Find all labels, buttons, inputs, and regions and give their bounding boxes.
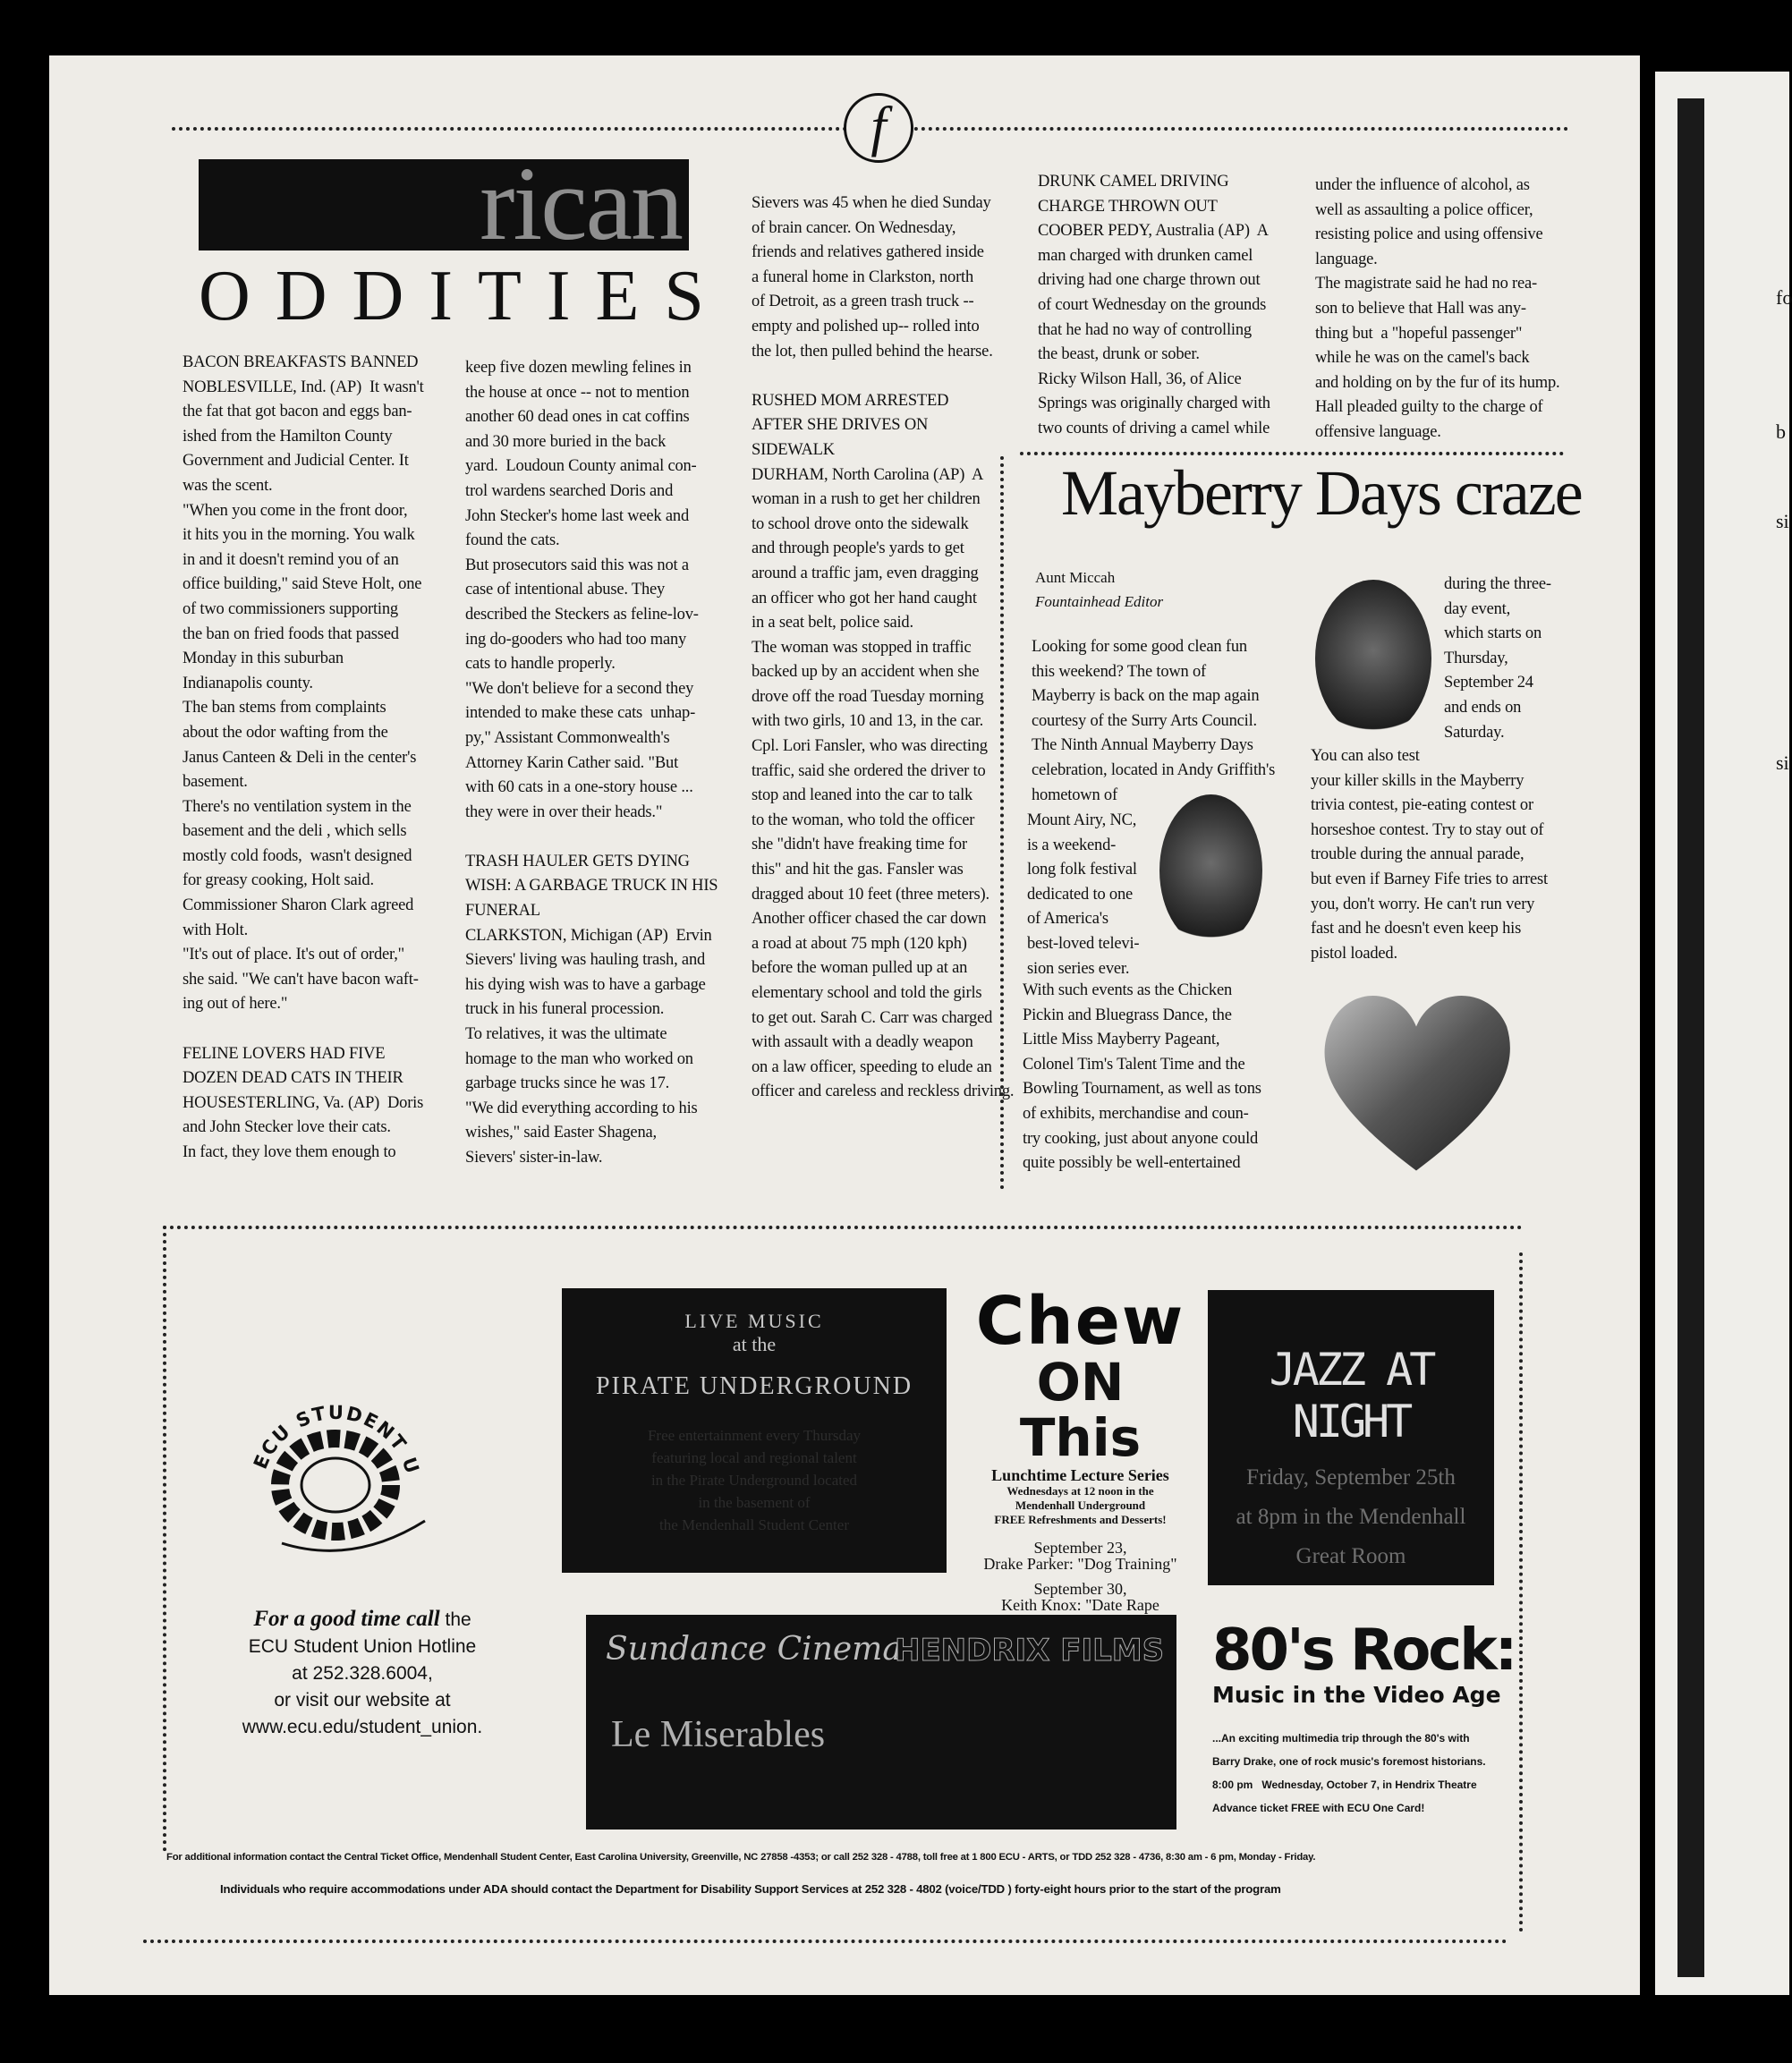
rock-details: ...An exciting multimedia trip through the 80's with Barry Drake, one of rock music's foremost historians. 8:00 pm Wednesday, October 7, in Hendrix Theatre Advance ticket FREE with ECU One Card! bbox=[1212, 1732, 1486, 1814]
hotline-info bbox=[188, 1606, 537, 1741]
banner-word: rican bbox=[480, 145, 682, 262]
ecu-student-union-logo bbox=[228, 1373, 443, 1570]
eighties-rock-ad bbox=[1212, 1617, 1516, 1820]
chew-series: Lunchtime Lecture Series bbox=[991, 1466, 1169, 1484]
rock-title: 80's Rock: bbox=[1212, 1617, 1516, 1684]
films-series: HENDRIX FILMS bbox=[895, 1633, 1165, 1668]
mayberry-text-bottom: With such events as the Chicken Pickin and Bluegrass Dance, the Little Miss Mayberry Pageant, Colonel Tim's Talent Time and the Bowling Tournament, as well as tons of exhibits, merchandise and coun- try cooking, just about anyone could quite possibly be well-entertained bbox=[1023, 981, 1261, 1173]
ads-bottom-rule bbox=[143, 1940, 1507, 1943]
films-title: Le Miserables bbox=[611, 1714, 826, 1755]
live-music-venue: PIRATE UNDERGROUND bbox=[595, 1372, 913, 1400]
heart-photo bbox=[1313, 975, 1519, 1181]
ads-right-rule bbox=[1519, 1252, 1523, 1932]
andy-griffith-photo bbox=[1315, 580, 1431, 737]
ads-top-rule bbox=[163, 1226, 1523, 1229]
chew-on-this-ad bbox=[971, 1283, 1190, 1629]
article-column-4: DRUNK CAMEL DRIVING CHARGE THROWN OUT COOBER PEDY, Australia (AP) A man charged with drunken camel driving had one charge thrown out of court Wednesday on the grounds that he had no way of controlling the beast, drunk or sober. Ricky Wilson Hall, 36, of Alice Springs was originally charged with two counts of driving a camel while bbox=[1038, 173, 1270, 437]
mayberry-top-rule bbox=[1020, 452, 1564, 455]
jazz-date: Friday, September 25th bbox=[1246, 1465, 1456, 1490]
chew-subtitle: ON This bbox=[1019, 1352, 1142, 1468]
byline bbox=[1035, 565, 1163, 614]
mayberry-headline: Mayberry Days craze bbox=[1061, 457, 1582, 529]
jazz-at-night-ad bbox=[1208, 1290, 1494, 1585]
adjacent-page-fragment: si bbox=[1776, 751, 1789, 774]
jazz-title: JAZZ AT NIGHT bbox=[1269, 1344, 1433, 1447]
mayberry-text-right-top: during the three- day event, which starts on Thursday, September 24 and ends on Saturday. bbox=[1444, 575, 1551, 742]
logo-text: ECU STUDENT U bbox=[249, 1401, 424, 1478]
oddities-banner bbox=[199, 145, 689, 262]
chew-title: Chew bbox=[975, 1283, 1185, 1360]
byline-name: Aunt Miccah bbox=[1035, 569, 1116, 586]
adjacent-page-edge bbox=[1655, 72, 1789, 1995]
jazz-location: Great Room bbox=[1295, 1544, 1406, 1568]
footer-contact-info: For additional information contact the Central Ticket Office, Mendenhall Student Center, East Carolina University, Greenville, NC 27858 -4353; or call 252 328 - 4788, toll free at 1 800 ECU - ARTS, or TDD 252 328 - 4736, 8:30 am - 6 pm, Monday - Friday. bbox=[166, 1852, 1316, 1863]
mayberry-left-rule bbox=[1000, 456, 1004, 1190]
article-column-5: under the influence of alcohol, as well as assaulting a police officer, resisting police and using offensive language. The magistrate said he had no rea- son to believe that Hall was any- thing but a "hopeful passenger" while he was on the camel's back and holding on by the fur of its hump. Hall pleaded guilty to the charge of offensive language. bbox=[1315, 176, 1560, 441]
article-column-3: Sievers was 45 when he died Sunday of brain cancer. On Wednesday, friends and relatives gathered inside a funeral home in Clarkston, north of Detroit, as a green trash truck -- empty and polished up-- rolled into the lot, then pulled behind the hearse. RUSHED MOM ARRESTED AFTER SHE DRIVES ON SIDEWALK DURHAM, North Carolina (AP) A woman in a rush to get her children to school drove onto the sidewalk and through people's yards to get around a traffic jam, even dragging an officer who got her hand caught in a seat belt, police said. The woman was stopped in traffic backed up by an accident when she drove off the road Tuesday morning with two girls, 10 and 13, in the car. Cpl. Lori Fansler, who was directing traffic, said she ordered the driver to stop and leaned into the car to talk to the woman, who told the officer she "didn't have freaking time for this" and hit the gas. Fansler was dragged about 10 feet (three meters). Another officer chased the car down a road at about 75 mph (120 kph) before the woman pulled up at an elementary school and told the girls to get out. Sarah C. Carr was charged with assault with a deadly weapon on a law officer, speeding to elude an officer and careless and reckless driving. bbox=[752, 194, 1015, 1101]
live-music-details: Free entertainment every Thursday featuring local and regional talent in the Pirate Underground located in the basement of the Mendenhall Student Center bbox=[647, 1427, 862, 1533]
live-music-ad bbox=[562, 1288, 947, 1573]
chew-talk-1: September 23, Drake Parker: "Dog Training" bbox=[983, 1539, 1177, 1573]
live-music-line2: at the bbox=[732, 1333, 777, 1355]
live-music-line1: LIVE MUSIC bbox=[684, 1310, 824, 1332]
fountainhead-emblem: f bbox=[844, 93, 913, 163]
hotline-lead: For a good time call bbox=[253, 1607, 440, 1631]
mayberry-text-mid: Mount Airy, NC, is a weekend- long folk festival dedicated to one of America's best-loved televi- sion series ever. bbox=[1027, 811, 1140, 978]
adjacent-page-fragment: si bbox=[1776, 510, 1789, 532]
adjacent-page-fragment: fo bbox=[1776, 286, 1792, 309]
jazz-time: at 8pm in the Mendenhall bbox=[1236, 1505, 1466, 1529]
hotline-text: the ECU Student Union Hotline at 252.328.6004, or visit our website at www.ecu.edu/student_union. bbox=[242, 1609, 483, 1737]
rock-subtitle: Music in the Video Age bbox=[1212, 1682, 1501, 1708]
mayberry-text-right-bottom: You can also test your killer skills in the Mayberry trivia contest, pie-eating contest or horseshoe contest. Try to stay out of trouble during the annual parade, but even if Barney Fife tries to arrest you, don't worry. He can't run very fast and he doesn't even keep his pistol loaded. bbox=[1311, 747, 1548, 963]
svg-text:ECU STUDENT UNION bbox=[228, 1373, 424, 1478]
portrait-photo bbox=[1159, 794, 1262, 947]
chew-talk-2: September 30, Keith Knox: "Date Rape bbox=[1001, 1580, 1159, 1614]
adjacent-page-fragment: b bbox=[1776, 420, 1786, 443]
chew-when: Wednesdays at 12 noon in the Mendenhall Underground FREE Refreshments and Desserts! bbox=[994, 1484, 1167, 1526]
films-brand: Sundance Cinema bbox=[606, 1631, 902, 1668]
mayberry-text-top: Looking for some good clean fun this weekend? The town of Mayberry is back on the map again courtesy of the Surry Arts Council. The Ninth Annual Mayberry Days celebration, located in Andy Griffith's hometown of bbox=[1032, 638, 1276, 804]
article-column-1: BACON BREAKFASTS BANNED NOBLESVILLE, Ind. (AP) It wasn't the fat that got bacon and eggs ban- ished from the Hamilton County Government and Judicial Center. It was the scent. "When you come in the front door, it hits you in the morning. You walk in and it doesn't remind you of an office building," said Steve Holt, one of two commissioners supporting the ban on fried foods that passed Monday in this suburban Indianapolis county. The ban stems from complaints about the odor wafting from the Janus Canteen & Deli in the center's basement. There's no ventilation system in the basement and the deli , which sells mostly cold foods, wasn't designed for greasy cooking, Holt said. Commissioner Sharon Clark agreed with Holt. "It's out of place. It's out of order," she said. "We can't have bacon waft- ing out of here." FELINE LOVERS HAD FIVE DOZEN DEAD CATS IN THEIR HOUSESTERLING, Va. (AP) Doris and John Stecker love their cats. In fact, they love them enough to bbox=[183, 353, 424, 1161]
article-column-2: keep five dozen mewling felines in the house at once -- not to mention another 60 dead ones in cat coffins and 30 more buried in the back yard. Loudoun County animal con- trol wardens searched Doris and John Stecker's home last week and found the cats. But prosecutors said this was not a case of intentional abuse. They described the Steckers as feline-lov- ing do-gooders who had too many cats to handle properly. "We don't believe for a second they intended to make these cats unhap- py," Assistant Commonwealth's Attorney Karin Cather said. "But with 60 cats in a one-story house ... they were in over their heads." TRASH HAULER GETS DYING WISH: A GARBAGE TRUCK IN HIS FUNERAL CLARKSTON, Michigan (AP) Ervin Sievers' living was hauling trash, and his dying wish was to have a garbage truck in his funeral procession. To relatives, it was the ultimate homage to the man who worked on garbage trucks since he was 17. "We did everything according to his wishes," said Easter Shagena, Sievers' sister-in-law. bbox=[465, 359, 718, 1167]
page-gutter bbox=[1677, 98, 1704, 1977]
hendrix-films-ad bbox=[586, 1615, 1176, 1830]
section-title: ODDITIES bbox=[199, 257, 729, 335]
footer-ada-info: Individuals who require accommodations under ADA should contact the Department for Disability Support Services at 252 328 - 4802 (voice/TDD ) forty-eight hours prior to the start of the program bbox=[220, 1882, 1281, 1896]
byline-role: Fountainhead Editor bbox=[1035, 593, 1164, 610]
ads-left-rule bbox=[163, 1226, 166, 1852]
